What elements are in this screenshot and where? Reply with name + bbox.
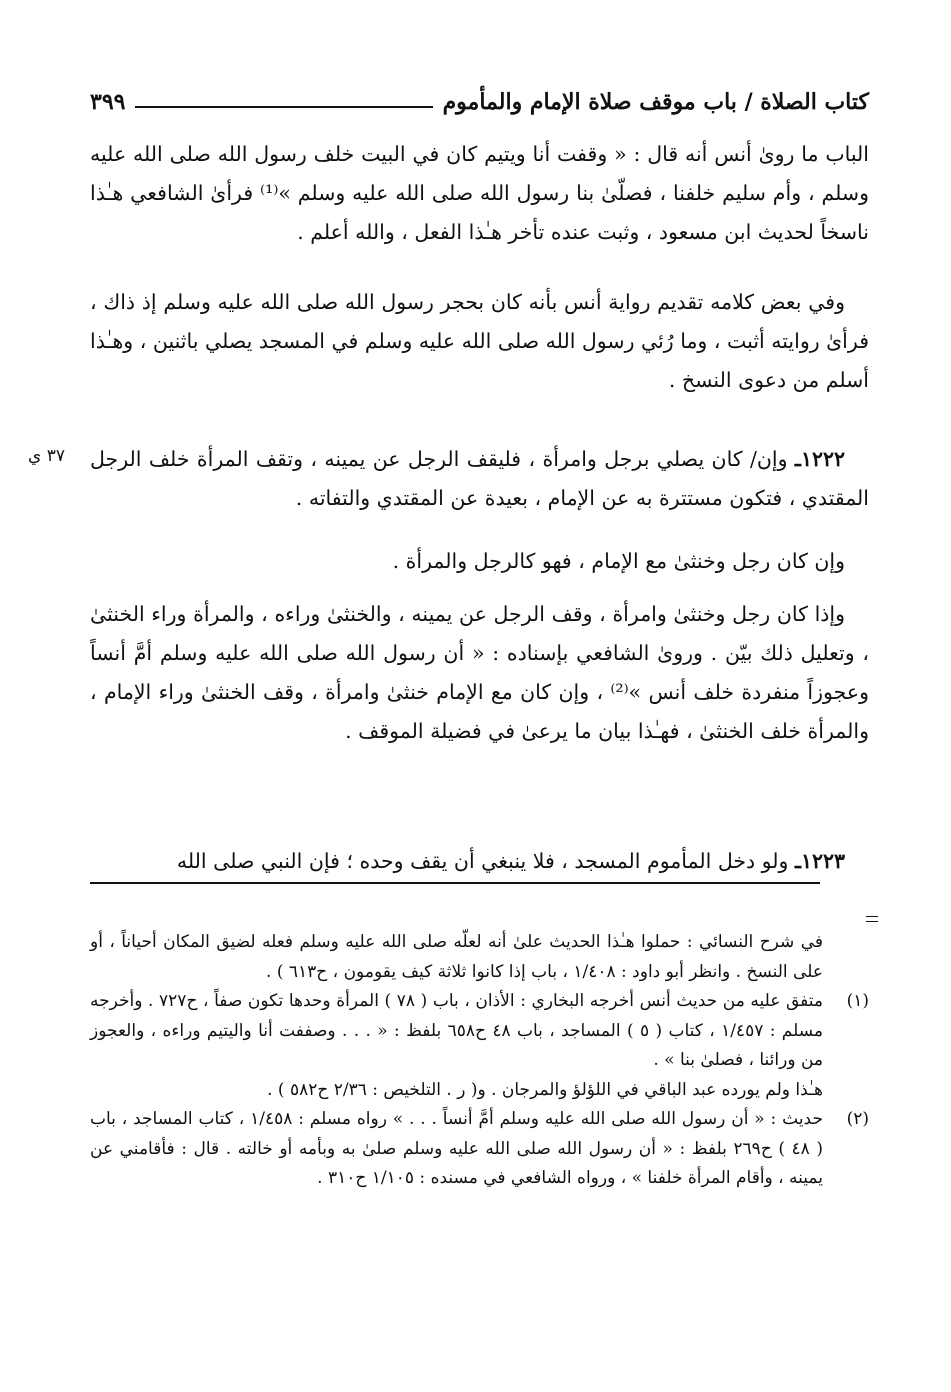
running-title: كتاب الصلاة / باب موقف صلاة الإمام والمأموم (442, 89, 869, 115)
footnote-1-number: (١) (846, 991, 869, 1011)
paragraph-1223-text: ولو دخل المأموم المسجد ، فلا ينبغي أن يقف وحده ؛ فإن النبي صلى الله (176, 849, 789, 873)
page-header (90, 82, 869, 122)
paragraph-1 (90, 135, 869, 252)
footnote-separator (90, 882, 820, 884)
paragraph-4 (90, 542, 869, 581)
footnote-2-text: حديث : « أن رسول الله صلى الله عليه وسلم أمَّ أنساً . . . » رواه مسلم : ١/٤٥٨ ، كتاب المساجد ، باب ( ٤٨ ) ح٢٦٩ بلفظ : « أن رسول الله صلى الله عليه وسلم صلىٰ به وبأمه أو خالته . قال : فأقامني عن يمينه ، وأقام المرأة خلفنا » ، ورواه الشافعي في مسنده : ١/١٠٥ ح٣١٠ . (90, 1109, 823, 1188)
footnote-2-number: (٢) (846, 1109, 869, 1129)
paragraph-2 (90, 283, 869, 400)
paragraph-1222 (90, 440, 869, 518)
paragraph-5-text: وإذا كان رجل وخنثىٰ وامرأة ، وقف الرجل عن يمينه ، والخنثىٰ وراءه ، والمرأة وراء الخنثىٰ ، وتعليل ذلك بيّن . وروىٰ الشافعي بإسناده : « أن رسول الله صلى الله عليه وسلم أمَّ أنساً وعجوزاً منفردة خلف أنس »⁽²⁾ ، وإن كان مع الإمام خنثىٰ وامرأة ، وقف الخنثىٰ وراء الإمام ، والمرأة خلف الخنثىٰ ، فهـٰذا بيان ما يرعىٰ في فضيلة الموقف . (90, 602, 869, 743)
footnote-1 (90, 987, 869, 1076)
page-number: ٣٩٩ (90, 89, 126, 115)
footnote-1-extra: هـٰذا ولم يورده عبد الباقي في اللؤلؤ والمرجان . و( ر . التلخيص : ٢/٣٦ ح٥٨٢ ) . (267, 1079, 823, 1100)
paragraph-1222-text: وإن/ كان يصلي برجل وامرأة ، فليقف الرجل عن يمينه ، وتقف المرأة خلف الرجل المقتدي ، فتكون مستترة به عن الإمام ، بعيدة عن المقتدي والتفاته . (90, 447, 869, 510)
header-rule (135, 106, 432, 108)
paragraph-5 (90, 595, 869, 751)
footnote-continuation: في شرح النسائي : حملوا هـٰذا الحديث علىٰ أنه لعلّه صلى الله عليه وسلم فعله لضيق المكان أحياناً ، أو على النسخ . وانظر أبو داود : ١/٤٠٨ ، باب إذا كانوا ثلاثة كيف يقومون ، ح٦١٣ ) . (90, 932, 823, 982)
section-number-1222: ١٢٢٢ـ (794, 447, 845, 471)
continuation-marker (866, 916, 878, 917)
margin-manuscript-ref: ٣٧ ي (28, 446, 65, 466)
continuation-marker-2 (866, 921, 878, 922)
section-number-1223: ١٢٢٣ـ (794, 849, 845, 873)
footnote-2 (90, 1105, 869, 1194)
paragraph-4-text: وإن كان رجل وخنثىٰ مع الإمام ، فهو كالرجل والمرأة . (392, 549, 845, 573)
footnote-1-text: متفق عليه من حديث أنس أخرجه البخاري : الأذان ، باب ( ٧٨ ) المرأة وحدها تكون صفاً ، ح٧٢٧ . وأخرجه مسلم : ١/٤٥٧ ، كتاب ( ٥ ) المساجد ، باب ٤٨ ح٦٥٨ بلفظ : « . . . وصففت أنا واليتيم وراءه ، والعجوز من ورائنا ، فصلىٰ بنا » . (90, 991, 824, 1070)
paragraph-1-text: الباب ما روىٰ أنس أنه قال : « وقفت أنا ويتيم كان في البيت خلف رسول الله صلى الله عليه وسلم ، وأم سليم خلفنا ، فصلّىٰ بنا رسول الله صلى الله عليه وسلم »⁽¹⁾ فرأىٰ الشافعي هـٰذا ناسخاً لحديث ابن مسعود ، وثبت عنده تأخر هـٰذا الفعل ، والله أعلم . (90, 142, 869, 244)
paragraph-2-text: وفي بعض كلامه تقديم رواية أنس بأنه كان بحجر رسول الله صلى الله عليه وسلم إذ ذاك ، فرأىٰ روايته أثبت ، وما رُئي رسول الله صلى الله عليه وسلم في المسجد يصلي باثنين ، وهـٰذا أسلم من دعوى النسخ . (90, 290, 869, 392)
footnotes (90, 928, 869, 1194)
paragraph-1223 (90, 842, 869, 881)
